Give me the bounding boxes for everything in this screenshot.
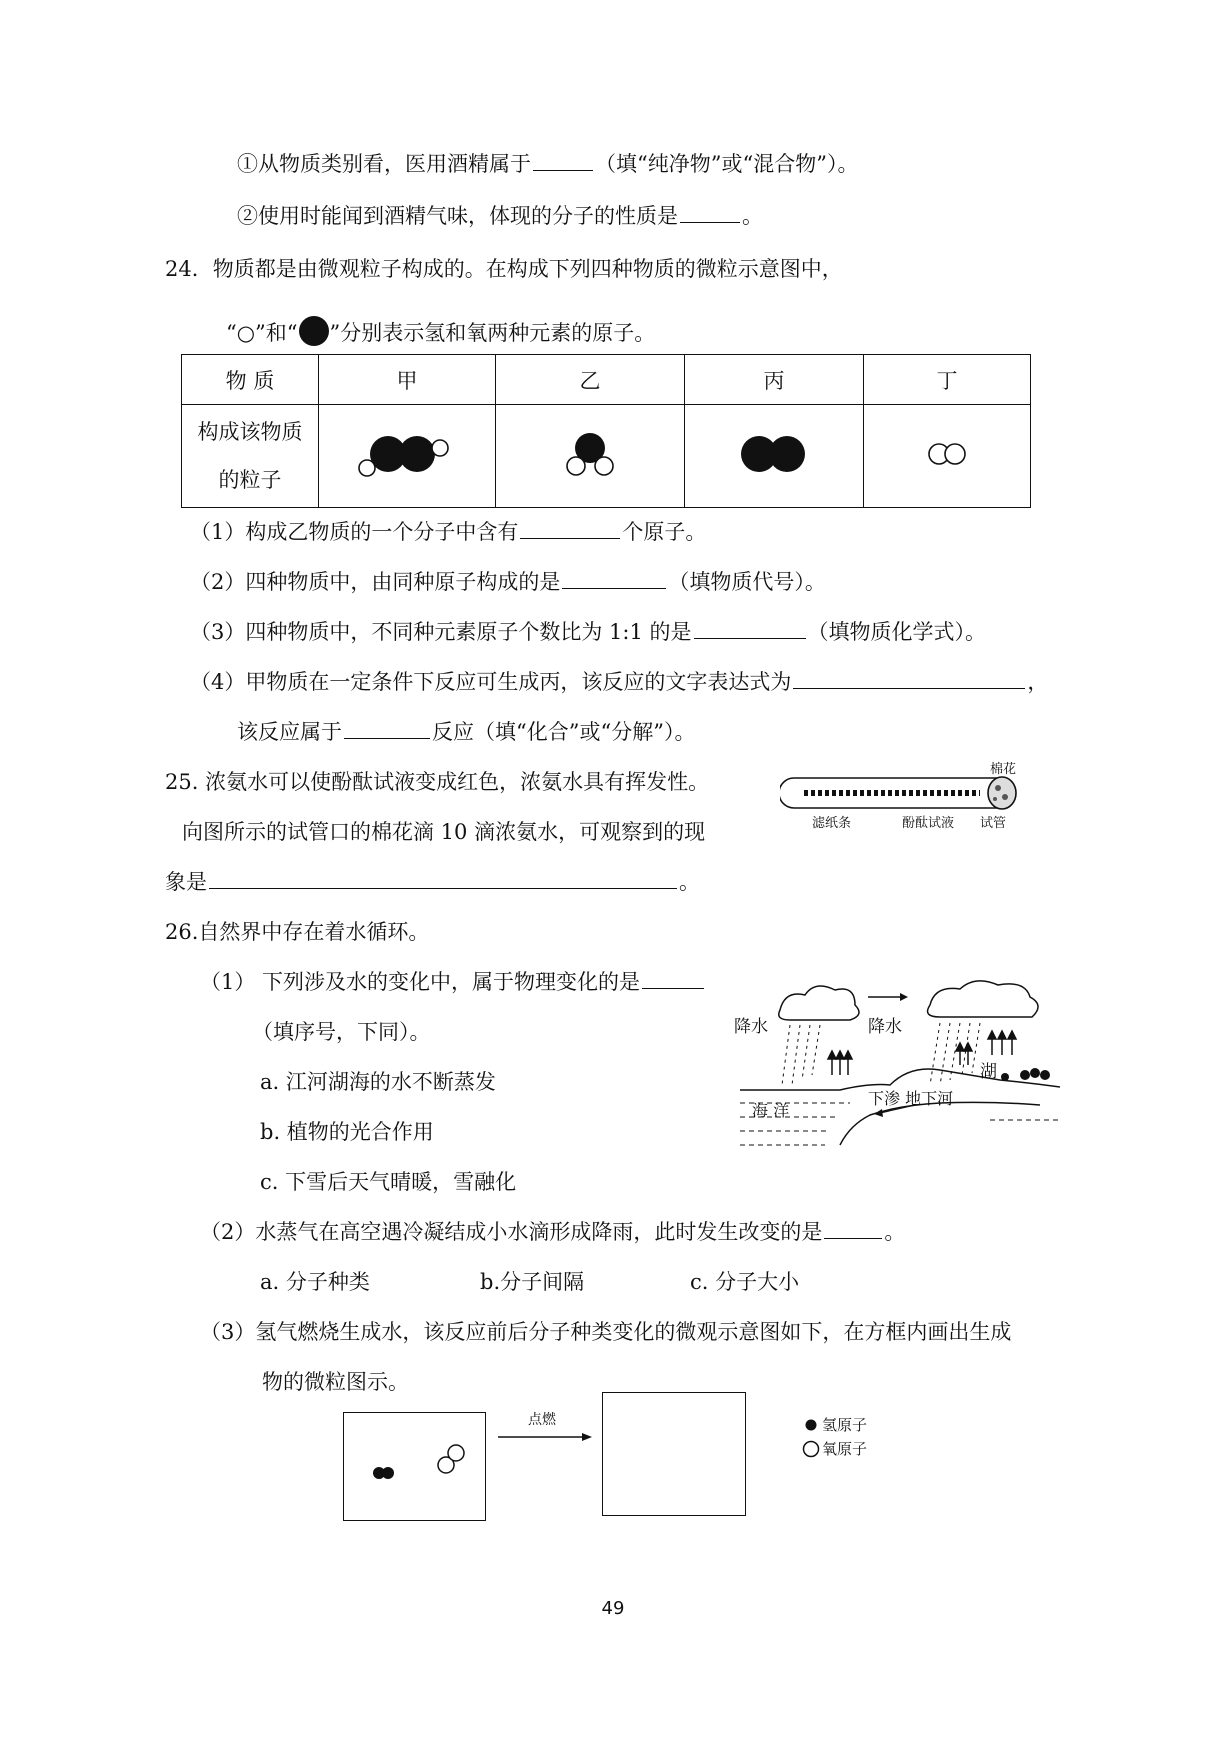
q23-line2-text: ②使用时能闻到酒精气味，体现的分子的性质是	[237, 204, 678, 228]
q24-blank4[interactable]	[793, 668, 1025, 689]
q24-sub3-tail: （填物质化学式）。	[807, 620, 987, 644]
q26-sub2-option-a: a. 分子种类	[260, 1270, 370, 1294]
table-header-yi: 乙	[496, 355, 685, 405]
q24-sub4b-tail: 反应（填“化合”或“分解”）。	[432, 720, 696, 744]
q24-blank1[interactable]	[520, 518, 620, 539]
q26-stem: 26.自然界中存在着水循环。	[165, 920, 430, 944]
legend-o-label: 氧原子	[822, 1440, 868, 1458]
q24-sub3-text: （3）四种物质中，不同种元素原子个数比为 1:1 的是	[190, 620, 692, 644]
fig-label-rain1: 降水	[734, 1017, 768, 1037]
q23-line1-tail: （填“纯净物”或“混合物”）。	[595, 152, 859, 176]
black-atom-icon	[298, 316, 330, 348]
q24-sub3	[190, 618, 986, 646]
fig-label-cotton: 棉花	[990, 762, 1017, 777]
q26-sub1	[200, 968, 706, 996]
q24-sub4b	[237, 718, 695, 746]
q26-sub2-option-c: c. 分子大小	[690, 1270, 800, 1294]
q23-line1	[237, 150, 858, 178]
fig-label-underground: 下渗 地下河	[868, 1089, 954, 1108]
table-header-substance: 物 质	[182, 355, 319, 405]
q26-sub3-line1: （3）氢气燃烧生成水，该反应前后分子种类变化的微观示意图如下，在方框内画出生成	[200, 1320, 1012, 1344]
q26-sub1-note: （填序号，下同）。	[252, 1020, 431, 1044]
fig-label-filter: 滤纸条	[812, 816, 852, 831]
molecule-yi-icon	[550, 424, 630, 484]
q24-blank5[interactable]	[344, 718, 430, 739]
fig-label-ocean: 海 洋	[752, 1101, 790, 1120]
fig-label-lake: 湖	[980, 1062, 997, 1082]
q23-line2	[237, 202, 763, 230]
fig-label-rain2: 降水	[868, 1017, 902, 1037]
q26-sub2	[200, 1218, 905, 1246]
fig-label-phenol: 酚酞试液	[902, 816, 955, 831]
q23-blank2[interactable]	[680, 202, 740, 223]
particle-bing	[685, 405, 864, 508]
q26-option-a: a. 江河湖海的水不断蒸发	[260, 1070, 496, 1094]
reactant-molecules	[343, 1412, 486, 1521]
q24-sub1-tail: 个原子。	[622, 520, 707, 544]
molecule-bing-icon	[729, 424, 819, 484]
q26-option-b: b. 植物的光合作用	[260, 1120, 434, 1144]
particle-yi	[496, 405, 685, 508]
row-label-line1: 构成该物质	[197, 420, 303, 444]
row-label-line2: 的粒子	[218, 468, 282, 492]
q23-line1-text: ①从物质类别看，医用酒精属于	[237, 152, 531, 176]
q24-sub4b-text: 该反应属于	[237, 720, 342, 744]
q26-sub2-tail: 。	[884, 1220, 906, 1244]
q25-line3-tail: 。	[679, 870, 700, 894]
q24-stem: 24．物质都是由微观粒子构成的。在构成下列四种物质的微粒示意图中，	[165, 257, 843, 281]
legend-h-label: 氢原子	[822, 1416, 868, 1434]
q26-blank2[interactable]	[824, 1218, 882, 1239]
substance-table	[181, 354, 1031, 508]
table-header-jia: 甲	[319, 355, 496, 405]
q24-sub4-text: （4）甲物质在一定条件下反应可生成丙，该反应的文字表达式为	[190, 670, 792, 694]
page-number: 49	[601, 1598, 625, 1619]
molecule-jia-icon	[352, 424, 462, 484]
fig-label-tube: 试管	[980, 816, 1007, 831]
q24-blank2[interactable]	[562, 568, 666, 589]
q25-line2: 向图所示的试管口的棉花滴 10 滴浓氨水，可观察到的现	[182, 820, 706, 844]
particle-ding	[864, 405, 1031, 508]
q26-sub2-option-b: b.分子间隔	[480, 1270, 585, 1294]
table-row-label	[182, 405, 319, 508]
legend-h-atom-icon	[804, 1418, 818, 1432]
q24-legend	[226, 316, 655, 348]
product-answer-box[interactable]	[602, 1392, 746, 1516]
q24-legend-post: ”分别表示氢和氧两种元素的原子。	[329, 321, 656, 345]
q23-line2-tail: 。	[742, 204, 763, 228]
molecule-ding-icon	[917, 434, 977, 474]
q24-sub1	[190, 518, 706, 546]
particle-jia	[319, 405, 496, 508]
table-header-bing: 丙	[685, 355, 864, 405]
q25-line3	[165, 868, 700, 896]
q26-sub2-text: （2）水蒸气在高空遇冷凝结成小水滴形成降雨，此时发生改变的是	[200, 1220, 823, 1244]
q26-sub3-line2: 物的微粒图示。	[262, 1370, 409, 1394]
q24-blank3[interactable]	[694, 618, 806, 639]
q24-sub2-tail: （填物质代号）。	[668, 570, 826, 594]
q25-line1: 25. 浓氨水可以使酚酞试液变成红色，浓氨水具有挥发性。	[165, 770, 710, 794]
reaction-arrow-icon	[496, 1430, 594, 1444]
ignite-label: 点燃	[528, 1412, 556, 1428]
q24-sub2	[190, 568, 826, 596]
q24-sub4	[190, 668, 1048, 696]
q24-legend-pre: “○”和“	[226, 321, 298, 345]
q26-option-c: c. 下雪后天气晴暖，雪融化	[260, 1170, 517, 1194]
water-cycle-figure	[740, 975, 1060, 1155]
table-header-ding: 丁	[864, 355, 1031, 405]
q24-sub1-text: （1）构成乙物质的一个分子中含有	[190, 520, 519, 544]
q26-sub1-text: （1） 下列涉及水的变化中，属于物理变化的是	[200, 970, 641, 994]
q26-blank1[interactable]	[642, 968, 704, 989]
q24-sub2-text: （2）四种物质中，由同种原子构成的是	[190, 570, 561, 594]
q23-blank1[interactable]	[533, 150, 593, 171]
legend-o-atom-icon	[802, 1440, 820, 1458]
q24-sub4-tail: ，	[1027, 670, 1049, 694]
q25-line3-text: 象是	[165, 870, 207, 894]
q25-blank[interactable]	[209, 868, 677, 889]
